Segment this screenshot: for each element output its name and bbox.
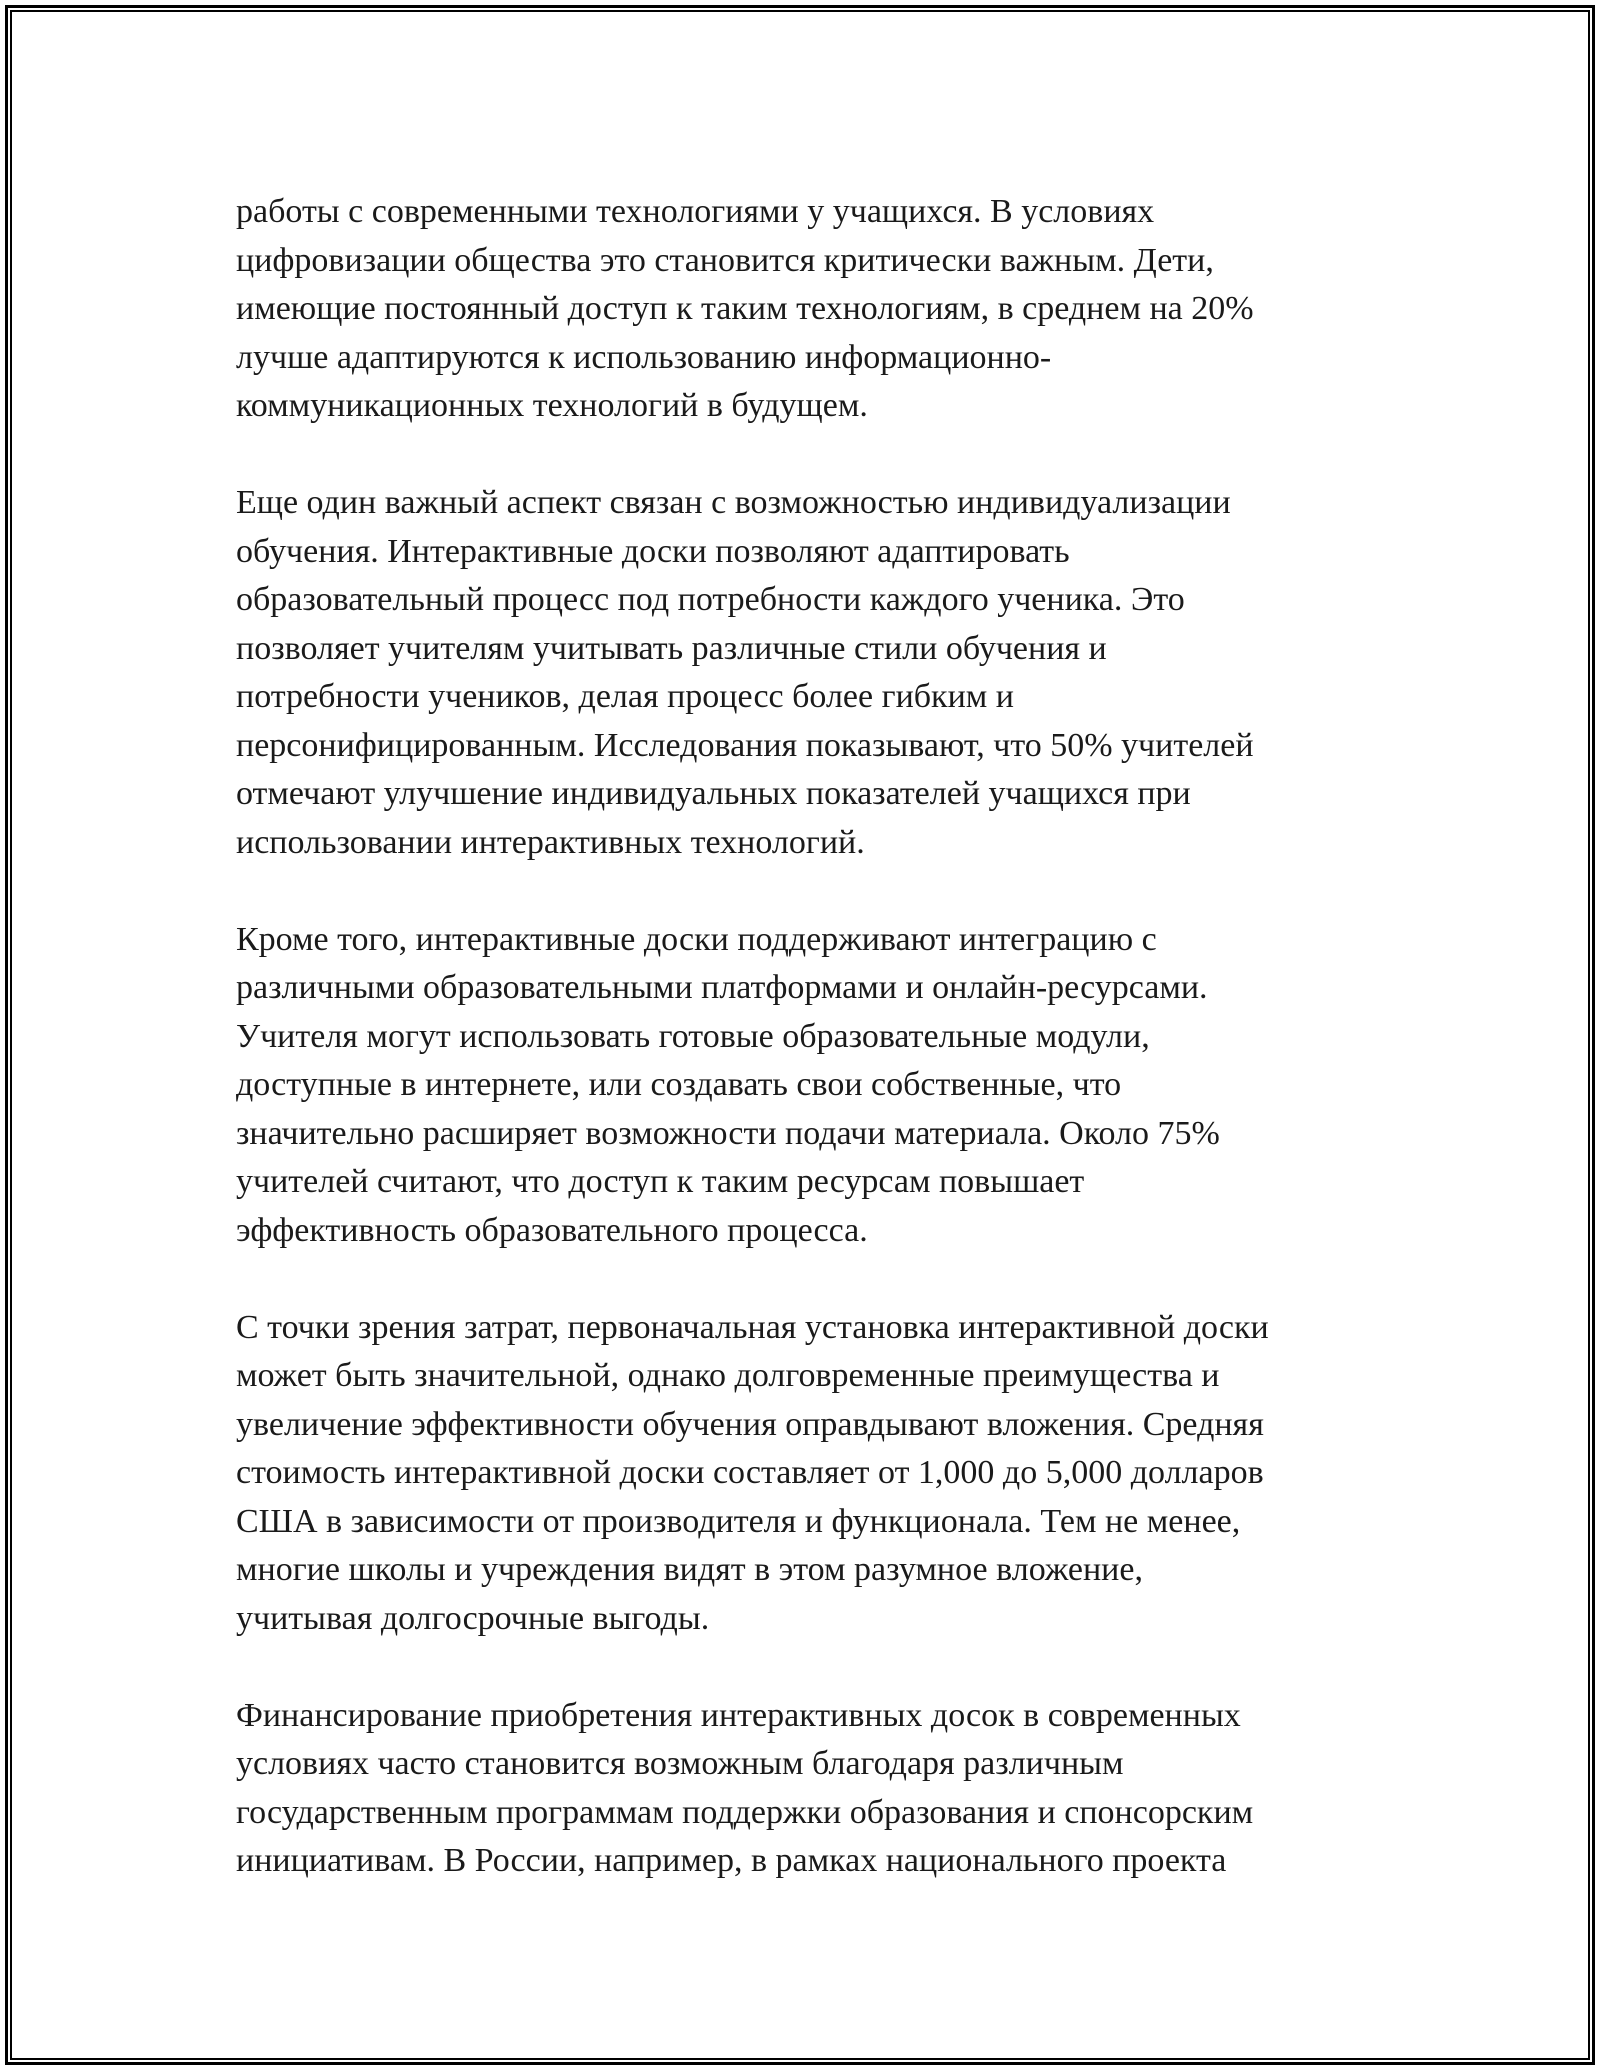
paragraph-5 [236,1692,1396,1886]
text-line: обучения. Интерактивные доски позволяют адаптировать [236,532,1070,570]
text-line: увеличение эффективности обучения оправдывают вложения. Средняя [236,1405,1264,1443]
text-line: потребности учеников, делая процесс более гибким и [236,678,1014,715]
text-line: стоимость интерактивной доски составляет от 1,000 до 5,000 долларов [236,1454,1264,1491]
text-line: использовании интерактивных технологий. [236,823,865,861]
text-line: отмечают улучшение индивидуальных показателей учащихся при [236,775,1191,812]
text-line: государственным программам поддержки образования и спонсорским [236,1793,1254,1831]
text-line: различными образовательными платформами и онлайн-ресурсами. [236,969,1208,1006]
text-line: работы с современными технологиями у учащихся. В условиях [236,193,1155,230]
text-line: коммуникационных технологий в будущем. [236,387,868,424]
text-line: С точки зрения затрат, первоначальная установка интерактивной доски [236,1308,1269,1346]
paragraph-1 [236,188,1396,431]
text-line: цифровизации общества это становится критически важным. Дети, [236,241,1214,279]
text-line: условиях часто становится возможным благодаря различным [236,1745,1124,1782]
text-line: инициативам. В России, например, в рамках национального проекта [236,1842,1227,1879]
text-line: имеющие постоянный доступ к таким технологиям, в среднем на 20% [236,290,1254,327]
text-line: учитывая долгосрочные выгоды. [236,1599,710,1637]
paragraph-4 [236,1304,1396,1644]
text-line: Финансирование приобретения интерактивных досок в современных [236,1696,1241,1734]
text-line: позволяет учителям учитывать различные стили обучения и [236,629,1107,667]
paragraph-2 [236,479,1396,867]
text-line: Кроме того, интерактивные доски поддерживают интеграцию с [236,920,1157,958]
text-line: доступные в интернете, или создавать свои собственные, что [236,1066,1122,1103]
text-line: может быть значительной, однако долговременные преимущества и [236,1357,1220,1394]
text-line: значительно расширяет возможности подачи материала. Около 75% [236,1114,1220,1152]
text-line: Еще один важный аспект связан с возможностью индивидуализации [236,484,1231,521]
text-line: многие школы и учреждения видят в этом разумное вложение, [236,1551,1143,1588]
text-line: образовательный процесс под потребности каждого ученика. Это [236,581,1185,618]
text-line: персонифицированным. Исследования показывают, что 50% учителей [236,726,1254,764]
text-line: эффективность образовательного процесса. [236,1211,868,1249]
paragraph-3 [236,916,1396,1256]
text-line: учителей считают, что доступ к таким ресурсам повышает [236,1163,1085,1200]
text-line: Учителя могут использовать готовые образовательные модули, [236,1017,1150,1055]
text-line: США в зависимости от производителя и функционала. Тем не менее, [236,1502,1241,1540]
text-line: лучше адаптируются к использованию информационно- [236,338,1052,376]
document-body [236,188,1396,1934]
